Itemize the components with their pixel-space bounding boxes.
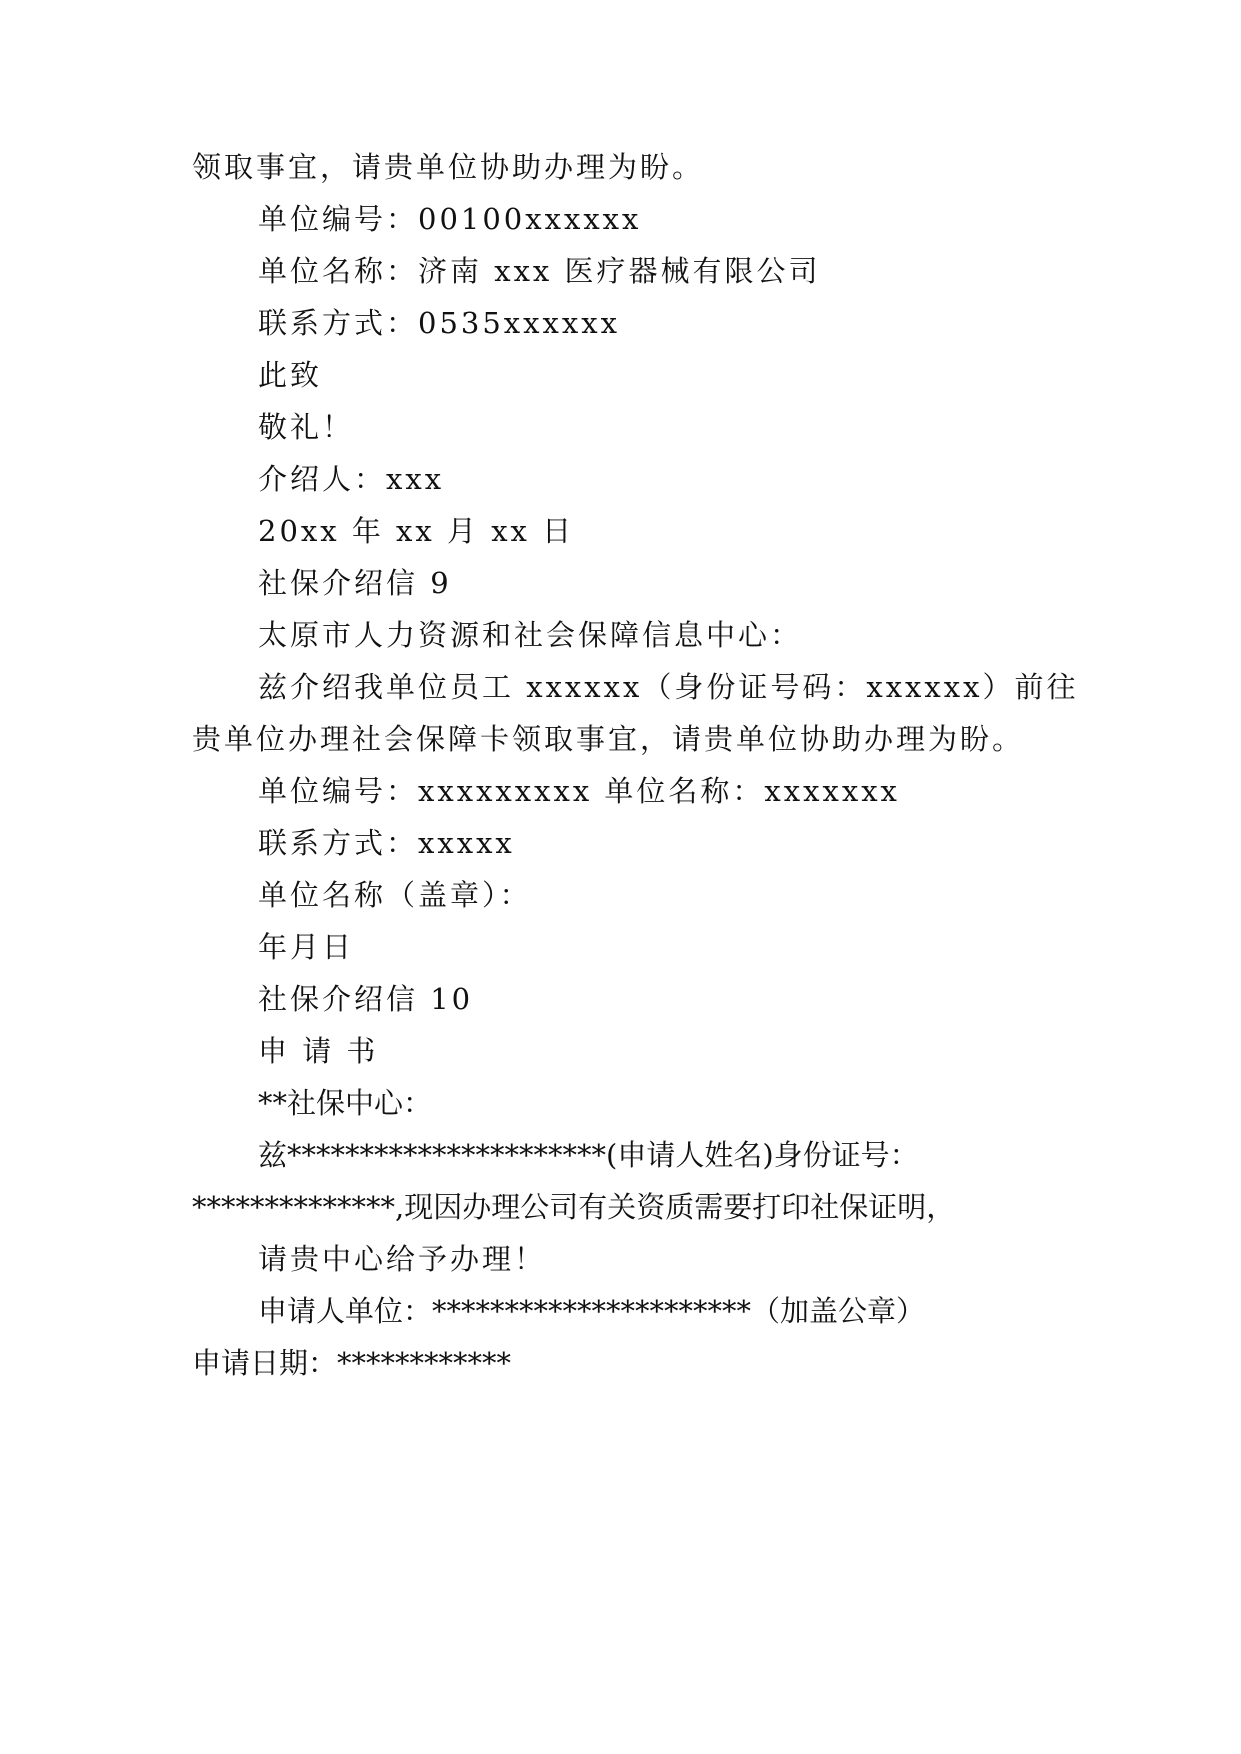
text-line-2: 单位编号：00100xxxxxx bbox=[258, 202, 642, 236]
text-line-12: 贵单位办理社会保障卡领取事宜，请贵单位协助办理为盼。 bbox=[192, 722, 1025, 756]
text-line-21: **************,现因办理公司有关资质需要打印社保证明， bbox=[192, 1190, 956, 1224]
text-line-20: 兹**********************(申请人姓名)身份证号： bbox=[258, 1138, 919, 1172]
text-line-5: 此致 bbox=[258, 358, 323, 392]
text-line-7: 介绍人：xxx bbox=[258, 462, 445, 496]
text-line-6: 敬礼！ bbox=[258, 410, 355, 444]
text-line-3: 单位名称：济南 xxx 医疗器械有限公司 bbox=[258, 254, 821, 288]
text-line-19: **社保中心： bbox=[258, 1086, 433, 1120]
text-line-22: 请贵中心给予办理！ bbox=[258, 1242, 547, 1276]
text-line-24: 申请日期：************ bbox=[192, 1346, 512, 1380]
section-heading-10: 社保介绍信 10 bbox=[258, 982, 474, 1016]
text-line-1: 领取事宜，请贵单位协助办理为盼。 bbox=[192, 150, 705, 184]
text-line-13: 单位编号：xxxxxxxxx 单位名称：xxxxxxx bbox=[258, 774, 900, 808]
text-line-8: 20xx 年 xx 月 xx 日 bbox=[258, 514, 575, 548]
application-title: 申 请 书 bbox=[258, 1034, 379, 1068]
text-line-10: 太原市人力资源和社会保障信息中心： bbox=[258, 618, 803, 652]
section-heading-9: 社保介绍信 9 bbox=[258, 566, 452, 600]
text-line-14: 联系方式：xxxxx bbox=[258, 826, 515, 860]
text-line-16: 年月日 bbox=[258, 930, 355, 964]
text-line-11: 兹介绍我单位员工 xxxxxx（身份证号码：xxxxxx）前往 bbox=[258, 670, 1079, 704]
text-line-23: 申请人单位：**********************（加盖公章） bbox=[258, 1294, 926, 1328]
text-line-4: 联系方式：0535xxxxxx bbox=[258, 306, 620, 340]
text-line-15: 单位名称（盖章）： bbox=[258, 878, 532, 912]
